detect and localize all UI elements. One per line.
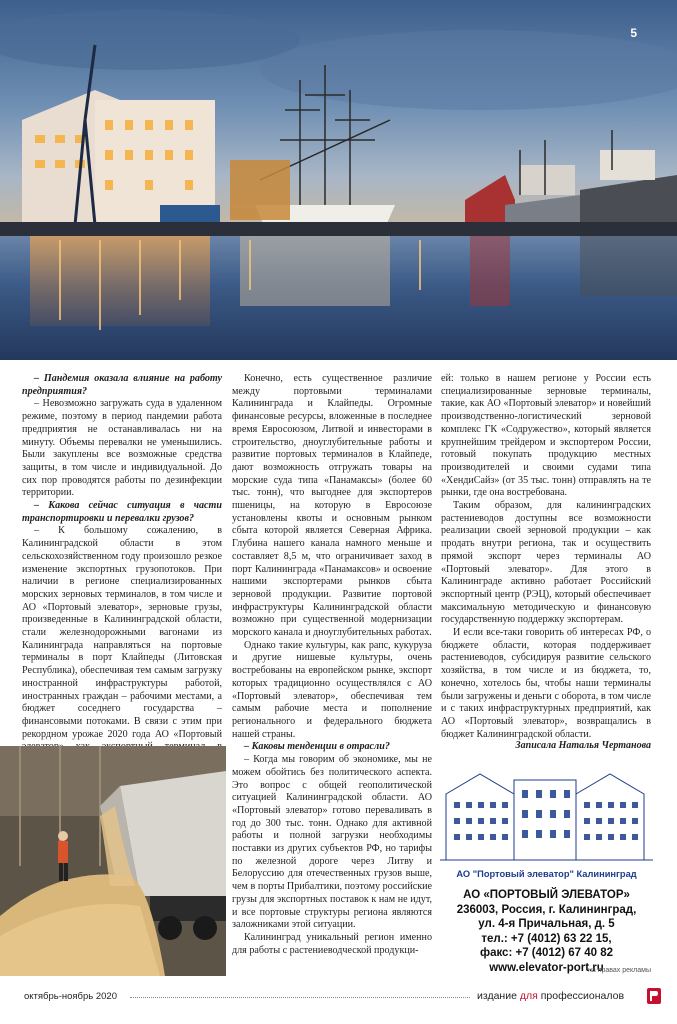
footer-divider [130,997,470,998]
ad-disclaimer: на правах рекламы [587,967,651,974]
elevator-building-illustration [440,760,653,864]
ad-company-name: АО «ПОРТОВЫЙ ЭЛЕВАТОР» [463,889,630,901]
ad-website-link[interactable]: www.elevator-port.ru [489,961,604,974]
advertisement-block [440,760,653,975]
article-column-2 [232,373,432,957]
paragraph: – Невозможно загружать суда в удаленном режиме, поэтому в период пандемии работа предприятия не останавливалась ни на минуту. Объемы перевалки не уменьшились. Были закуплены все возможные средства защиты, в том числе и индивидуальной. До сих пор проводятся работы по дезинфекции территории. [22,398,222,499]
tagline-accent: для [519,990,538,1002]
question: – Каковы тенденции в отрасли? [244,741,390,753]
paragraph: – Когда мы говорим об экономике, мы не можем обойтись без политического аспекта. Это вопрос с общей геополитической ситуацией Калининградской области. АО «Портовый элеватор» готово переваливать в год до 300 тыс. тонн. Однако для активной работы и полной загрузки необходимы поставки из других субъектов РФ, но тарифы по железной дороге через Литву и Белоруссию для отечественных грузов выше, чем в порты Прибалтики, поэтому российские грузы для экспортных поставок к нам не идут, и все портовые структуры региона являются заложниками этой ситуации. [232,754,432,931]
issue-date: октябрь-ноябрь 2020 [24,991,118,1002]
tagline-part: профессионалов [537,990,625,1002]
ad-phone: тел.: +7 (4012) 63 22 15, [481,932,612,945]
page-footer [0,988,677,1008]
paragraph: Конечно, есть существенное различие между портовыми терминалами Калининграда и Клайпеды. Огромные финансовые ресурсы, вложенные в последнее время Евросоюзом, Литвой и инвесторами в строительство, дноуглубительные работы и развитие портовых терминалов в Клайпеде, дают возможность отгружать товары на морские суда типа «Панамаксы» (более 60 тыс. тонн), что выгоднее для экспортеров пшеницы, на которую в Евросоюзе установлены квоты и основным рынком сбыта которой является Северная Африка. Глубина нашего канала намного меньше и составляет 8,5 м, что ограничивает заход в порт Калининграда «Панамаксов» и освоение нашими экспортерами рынков сбыта зерновой продукции. Развитие портовой инфраструктуры Калининградской области возможно при существенной модернизации морского канала и дноуглубительных работах. [232,373,432,639]
paragraph: – К большому сожалению, в Калининградской области в этом сельскохозяйственном году произошло резкое изменение экспортных грузопотоков. При наличии в регионе специализированных морских зерновых терминалов, в том числе и АО «Портовый элеватор», зерновые грузы, произведенные в Калининградской области, стали железнодорожными вагонами из Калининграда направляться на портовые терминалы в порт Клайпеды (Литовская Республика), обеспечивая тем самым загрузку иностранной инфраструктуры работой, иностранных граждан – рабочими местами, а бюджет соседнего государства – финансовыми потоками. В связи с этим при рекордном урожае 2020 года АО «Портовый [22,525,222,740]
ad-brand-band: АО "Портовый элеватор" Калининград [440,865,653,883]
tagline-part: издание [477,990,520,1002]
paragraph: И если все-таки говорить об интересах РФ, о бюджете области, которая поддерживает растениеводов, субсидируя развитие сельского хозяйства, в том числе и из бюджета, то, конечно, хотелось бы, чтобы наши терминалы были загружены и деньги с оборота, в том числе и с таких инфраструктурных предприятий, как АО «Портовый элеватор», возвращались в бюджет Калининградской области. [441,627,651,740]
ad-street: ул. 4-я Причальная, д. 5 [478,918,615,930]
question: – Какова сейчас ситуация в части транспортировки и перевалки грузов? [22,500,222,524]
author-signature: Записала Наталья Чертанова [515,740,651,751]
article-column-1 [22,373,222,767]
footer-tagline [477,990,624,1002]
question: – Пандемия оказала влияние на работу предприятия? [22,373,222,397]
ad-fax: факс: +7 (4012) 67 40 82 [480,947,613,959]
page-number: 5 [630,26,637,40]
paragraph: Однако такие культуры, как рапс, кукуруза и другие нишевые культуры, очень востребованы на европейском рынке, экспорт которых традиционно осуществлялся с АО «Портовый элеватор», обеспечивая тем самым рабочие места и пополнение регионального и федерального бюджета нашей страны. [232,639,432,740]
ad-address: 236003, Россия, г. Калининград, [456,903,637,916]
paragraph: ей: только в нашем регионе у России есть специализированные зерновые терминалы, такие, как АО «Портовый элеватор» и новейший производственно-логистический зерновой комплекс ГК «Содружество», который является крупнейшим трейдером и экспортером России, готовый покупать продукцию местных производителей и своими судами типа «ХендиСайз» (от 35 тыс. тонн) отправлять на те рынки, где она востребована. [441,373,651,499]
grain-unloading-photo [0,746,226,976]
hero-photo-port-night [0,0,677,360]
ad-contacts [440,888,653,975]
article-column-3 [441,373,651,741]
publisher-logo-icon [647,988,661,1004]
paragraph: Калининград уникальный регион именно для работы с растениеводческой продукци- [232,931,432,956]
paragraph: Таким образом, для калининградских растениеводов доступны все возможности реализации своей зерновой продукции – как продать внутри региона, так и осуществить прямой экспорт через терминалы АО «Портовый элеватор». Для этого в Калининграде активно работает Российский экспортный центр (РЭЦ), который обеспечивает максимальную методическую и финансовую государственную поддержку экспортерам. [441,500,651,626]
